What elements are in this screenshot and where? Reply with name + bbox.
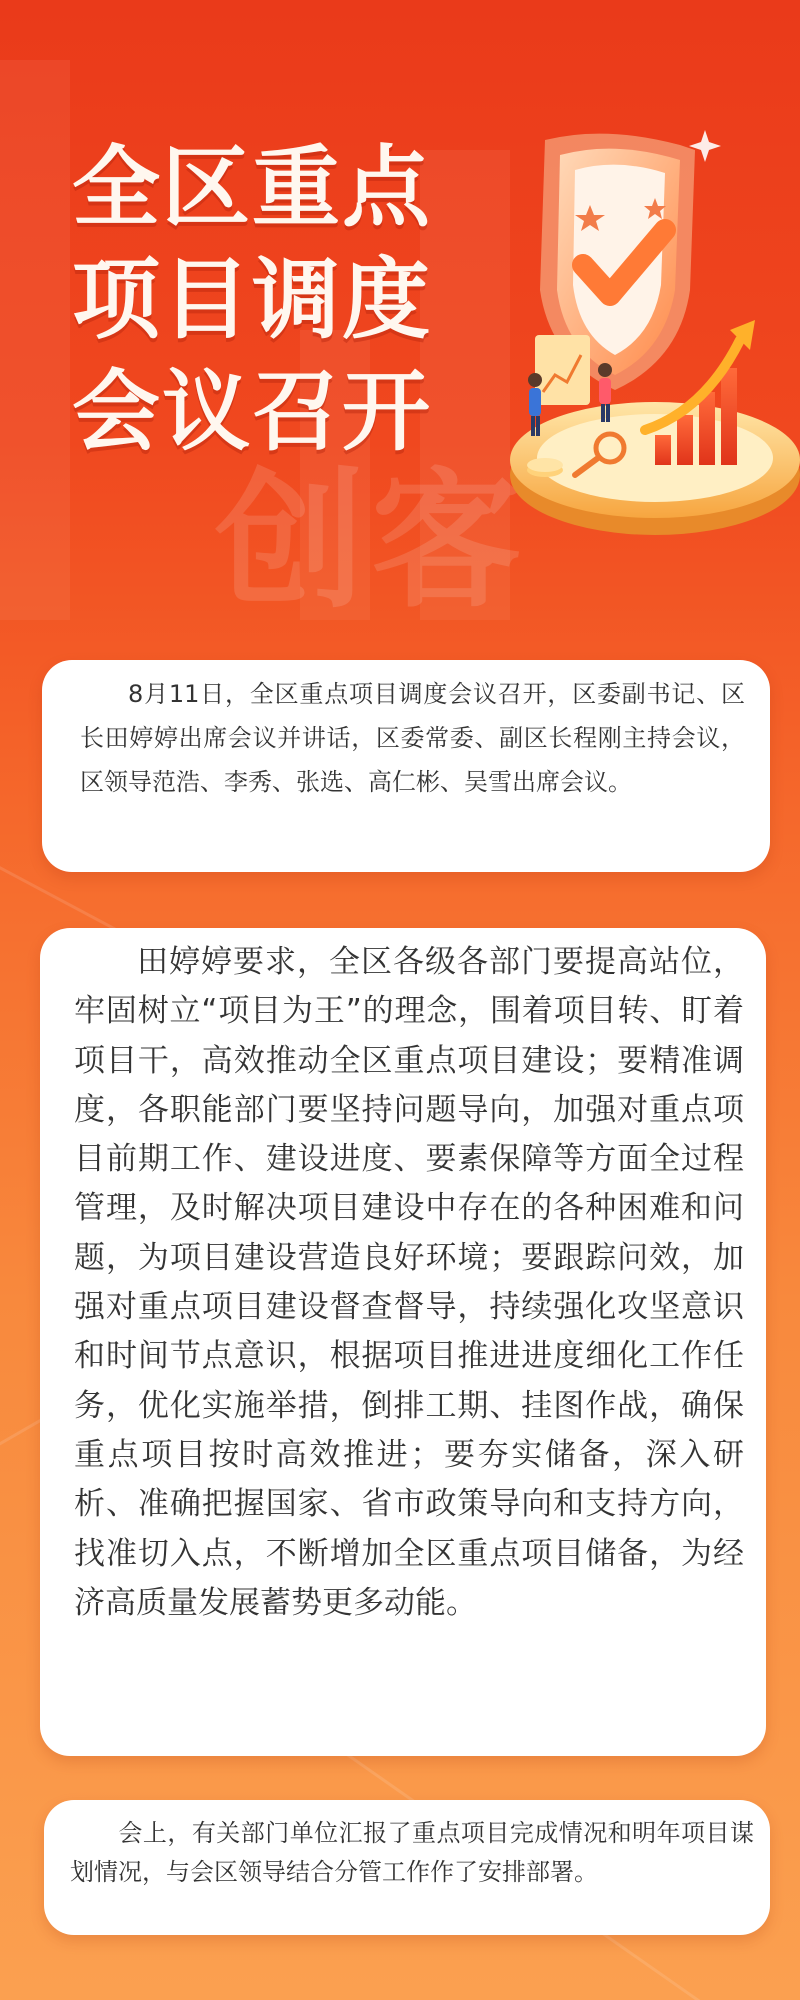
intro-paragraph bbox=[80, 672, 745, 804]
requirements-card bbox=[40, 928, 766, 1756]
report-card bbox=[44, 1800, 770, 1935]
requirements-text: 田婷婷要求，全区各级各部门要提高站位，牢固树立“项目为王”的理念，围着项目转、盯着项目干，高效推动全区重点项目建设；要精准调度，各职能部门要坚持问题导向，加强对重点项目前期工作、建设进度、要素保障等方面全过程管理，及时解决项目建设中存在的各种困难和问题，为项目建设营造良好环境；要跟踪问效，加强对重点项目建设督查督导，持续强化攻坚意识和时间节点意识，根据项目推进进度细化工作任务，优化实施举措，倒排工期、挂图作战，确保重点项目按时高效推进；要夯实储备，深入研析、准确把握国家、省市政策导向和支持方向，找准切入点，不断增加全区重点项目储备，为经济高质量发展蓄势更多动能。 bbox=[74, 944, 744, 1621]
watermark: 创客 bbox=[215, 455, 528, 629]
report-paragraph bbox=[70, 1814, 754, 1892]
report-text: 会上，有关部门单位汇报了重点项目完成情况和明年项目谋划情况，与会区领导结合分管工作作了安排部署。 bbox=[70, 1819, 754, 1886]
title-line-2: 项目调度 bbox=[72, 248, 433, 351]
shield-check-growth-chart-icon bbox=[505, 130, 800, 560]
intro-card bbox=[42, 660, 770, 872]
poster-title bbox=[72, 132, 492, 468]
requirements-paragraph bbox=[74, 938, 744, 1628]
intro-text: 8月11日，全区重点项目调度会议召开，区委副书记、区长田婷婷出席会议并讲话，区委常委、副区长程刚主持会议，区领导范浩、李秀、张选、高仁彬、吴雪出席会议。 bbox=[80, 680, 745, 796]
title-line-1: 全区重点 bbox=[72, 136, 433, 239]
title-line-3: 会议召开 bbox=[72, 360, 433, 463]
